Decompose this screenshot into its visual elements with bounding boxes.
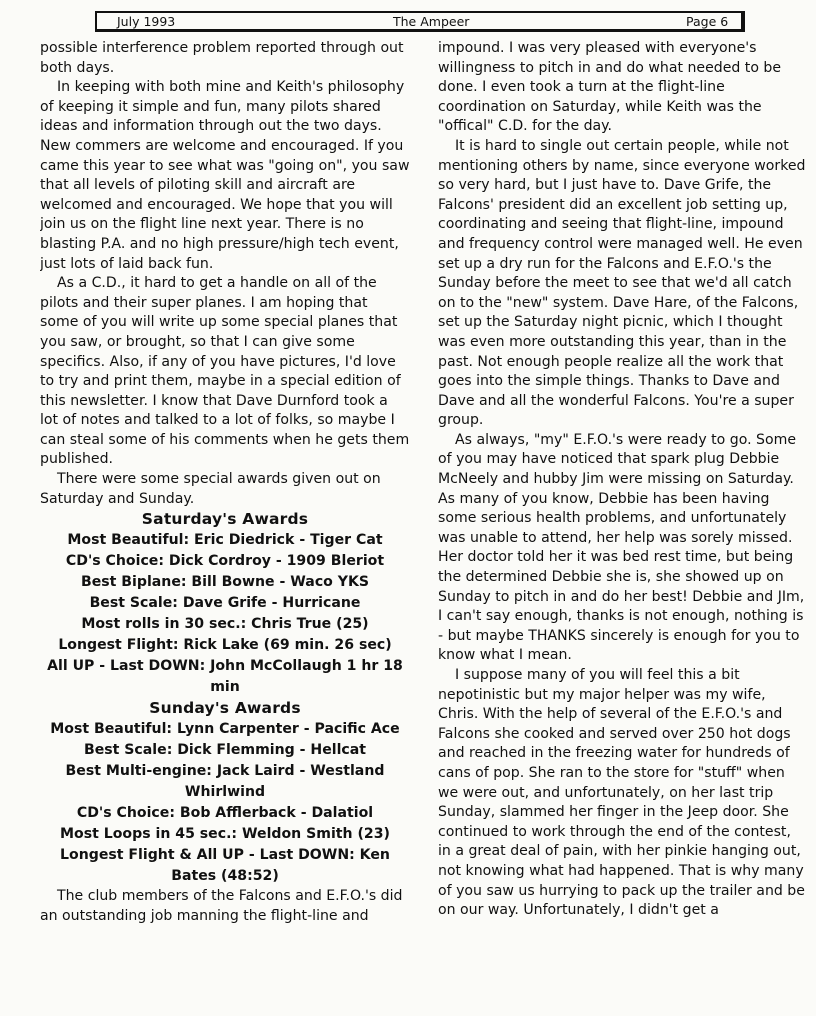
header-date: July 1993 xyxy=(117,14,176,29)
paragraph-cd: As a C.D., it hard to get a handle on all of the pilots and their super planes. I am hoping that some of you will write up some special planes that you saw, or brought, so that I can give some specifics. Also, if any of you have pictures, I'd love to try and print them, maybe in a special edition of this newsletter. I know that Dave Durnford took a lot of notes and talked to a lot of folks, so maybe I can steal some of his comments when he gets them published. xyxy=(40,275,410,468)
sunday-awards-list xyxy=(40,719,410,887)
award-item: CD's Choice: Bob Afflerback - Dalatiol xyxy=(76,805,374,822)
paragraph-single-out: It is hard to single out certain people, while not mentioning others by name, since everyone worked so very hard, but I just have to. Dave Grife, the Falcons' president did an excellent job setting up, coordinating and seeing that flight-line, impound and frequency control were managed well. He even set up a dry run for the Falcons and E.F.O.'s the Sunday before the meet to see that we'd all catch on to the "new" system. Dave Hare, of the Falcons, set up the Saturday night picnic, which I thought was even more outstanding this year, than in the past. Not enough people realize all the work that goes into the simple things. Thanks to Dave and Dave and all the wonderful Falcons. You're a super group. xyxy=(438,137,806,429)
award-item: All UP - Last DOWN: John McCollaugh 1 hr 18 min xyxy=(47,658,403,696)
award-item: Most Beautiful: Lynn Carpenter - Pacific Ace xyxy=(50,721,400,738)
award-item: Best Biplane: Bill Bowne - Waco YKS xyxy=(80,574,370,591)
paragraph-suppose: I suppose many of you will feel this a bit nepotinistic but my major helper was my wife, Chris. With the help of several of the E.F.O.'s and Falcons she cooked and served over 250 hot dogs and reached in the freezing water for hundreds of cans of pop. She ran to the store for "stuff" when we were out, and unfortunately, on her last trip Sunday, slammed her finger in the Jeep door. She continued to work through the end of the contest, in a great deal of pain, with her pinkie hanging out, not knowing what had happened. That is why many of you saw us hurrying to pack up the trailer and be on our way. Unfortunately, I didn't get a xyxy=(438,667,805,919)
paragraph-continued: possible interference problem reported through out both days. xyxy=(40,40,404,76)
paragraph-philosophy: In keeping with both mine and Keith's philosophy of keeping it simple and fun, many pilots shared ideas and information through out the two days. New commers are welcome and encouraged. If you came this year to see what was "going on", you saw that all levels of piloting skill and aircraft are welcomed and encouraged. We hope that you will join us on the flight line next year. There is no blasting P.A. and no high pressure/high tech event, just lots of laid back fun. xyxy=(40,79,410,272)
paragraph-always: As always, "my" E.F.O.'s were ready to go. Some of you may have noticed that spark plug Debbie McNeely and hubby Jim were missing on Saturday. As many of you know, Debbie has been having some serious health problems, and unfortunately was unable to attend, her help was sorely missed. Her doctor told her it was bed rest time, but being the determined Debbie she is, she showed up on Sunday to pitch in and do her best! Debbie and JIm, I can't say enough, thanks is not enough, nothing is - but maybe THANKS sincerely is enough for you to know what I mean. xyxy=(438,431,805,664)
award-item: CD's Choice: Dick Cordroy - 1909 Bleriot xyxy=(65,553,385,570)
award-item: Best Scale: Dave Grife - Hurricane xyxy=(89,595,361,612)
right-column xyxy=(438,39,808,1011)
award-item: Best Scale: Dick Flemming - Hellcat xyxy=(83,742,367,759)
sunday-awards-heading: Sunday's Awards xyxy=(149,699,301,718)
newsletter-title: The Ampeer xyxy=(393,14,470,29)
paragraph-special-awards: There were some special awards given out on Saturday and Sunday. xyxy=(40,471,381,507)
award-item: Longest Flight & All UP - Last DOWN: Ken Bates (48:52) xyxy=(60,847,390,885)
saturday-awards-list xyxy=(40,530,410,698)
award-item: Most Beautiful: Eric Diedrick - Tiger Cat xyxy=(67,532,383,549)
paragraph-club-members: The club members of the Falcons and E.F.O.'s did an outstanding job manning the flight-line and xyxy=(40,888,403,924)
page-number: Page 6 xyxy=(686,14,729,29)
paragraph-impound: impound. I was very pleased with everyone's willingness to pitch in and do what needed to be done. I even took a turn at the flight-line coordination on Saturday, while Keith was the "offical" C.D. for the day. xyxy=(438,40,782,135)
award-item: Most Loops in 45 sec.: Weldon Smith (23) xyxy=(60,826,390,843)
left-column xyxy=(40,39,410,1011)
page-header xyxy=(95,11,745,32)
award-item: Best Multi-engine: Jack Laird - Westland Whirlwind xyxy=(65,763,385,801)
award-item: Most rolls in 30 sec.: Chris True (25) xyxy=(81,616,369,633)
saturday-awards-heading: Saturday's Awards xyxy=(141,510,309,529)
award-item: Longest Flight: Rick Lake (69 min. 26 sec) xyxy=(58,637,392,654)
